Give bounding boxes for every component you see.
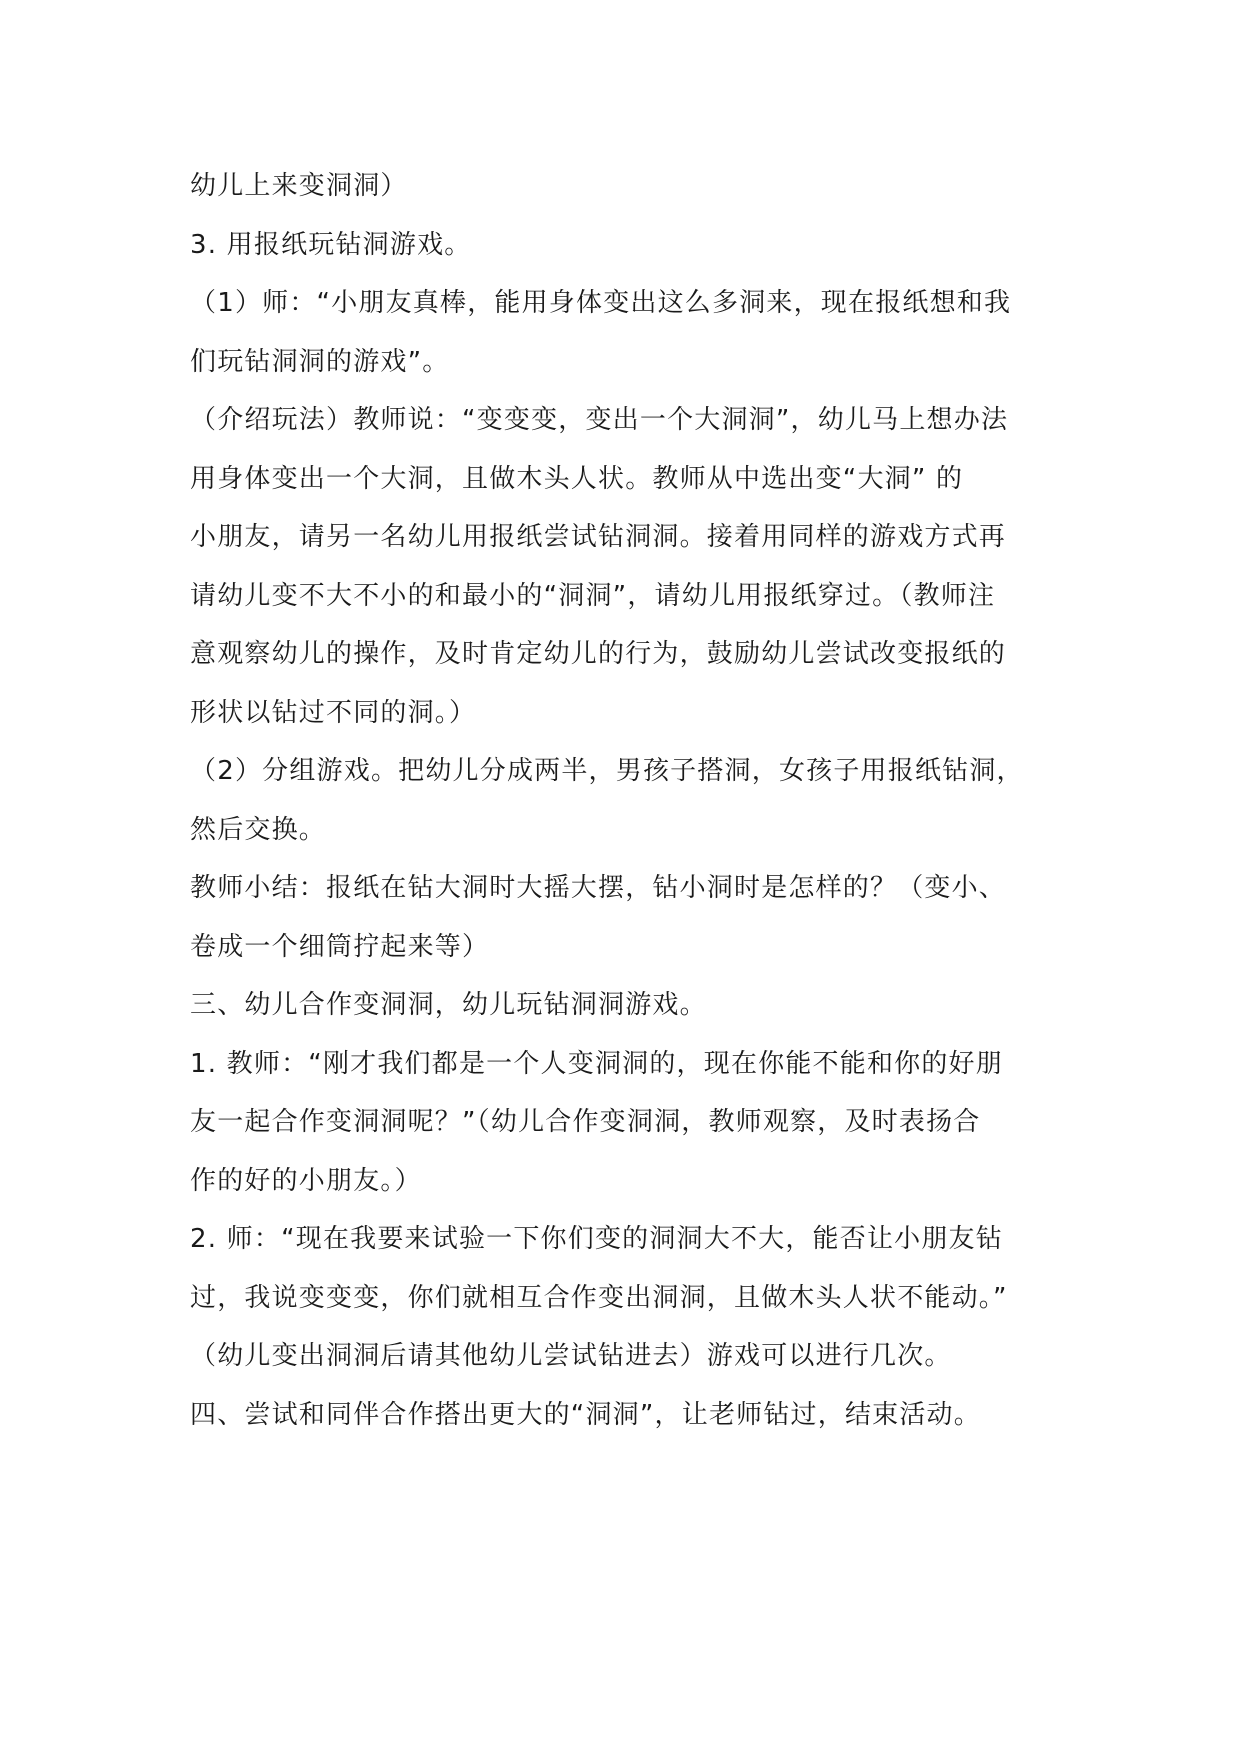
text-line: 小朋友，请另一名幼儿用报纸尝试钻洞洞。接着用同样的游戏方式再 [190,522,1007,552]
text-line: 意观察幼儿的操作，及时肯定幼儿的行为，鼓励幼儿尝试改变报纸的 [190,639,1007,669]
text-line: （2）分组游戏。把幼儿分成两半，男孩子搭洞，女孩子用报纸钻洞， [190,756,1024,786]
text-line: 幼儿上来变洞洞） [190,171,408,201]
text-line: 用身体变出一个大洞，且做木头人状。教师从中选出变“大洞” 的 [190,463,964,494]
text-line: 卷成一个细筒拧起来等） [190,931,490,962]
text-line: 请幼儿变不大不小的和最小的“洞洞”，请幼儿用报纸穿过。（教师注 [190,580,996,611]
text-line: 作的好的小朋友。） [190,1165,422,1196]
text-line: 1. 教师：“刚才我们都是一个人变洞洞的，现在你能不能和你的好朋 [190,1048,1003,1079]
text-line: 教师小结：报纸在钻大洞时大摇大摆，钻小洞时是怎样的？（变小、 [190,873,1007,903]
text-line: 过，我说变变变，你们就相互合作变出洞洞，且做木头人状不能动。” [190,1282,1008,1313]
text-line: 们玩钻洞洞的游戏”。 [190,346,450,377]
text-line: （1）师：“小朋友真棒，能用身体变出这么多洞来，现在报纸想和我 [190,288,1012,318]
section-heading: 三、幼儿合作变洞洞，幼儿玩钻洞洞游戏。 [190,990,707,1020]
document-body [190,157,1090,1444]
text-line: （介绍玩法）教师说：“变变变，变出一个大洞洞”，幼儿马上想办法 [190,405,1009,435]
text-line: 然后交换。 [190,814,327,845]
text-line: 2. 师：“现在我要来试验一下你们变的洞洞大不大，能否让小朋友钻 [190,1224,1003,1254]
section-heading: 3. 用报纸玩钻洞游戏。 [190,229,472,260]
text-line: 友一起合作变洞洞呢？”（幼儿合作变洞洞，教师观察，及时表扬合 [190,1107,981,1137]
text-line: （幼儿变出洞洞后请其他幼儿尝试钻进去）游戏可以进行几次。 [190,1341,952,1371]
section-heading: 四、尝试和同伴合作搭出更大的“洞洞”，让老师钻过，结束活动。 [190,1399,981,1430]
text-line: 形状以钻过不同的洞。） [190,697,477,728]
